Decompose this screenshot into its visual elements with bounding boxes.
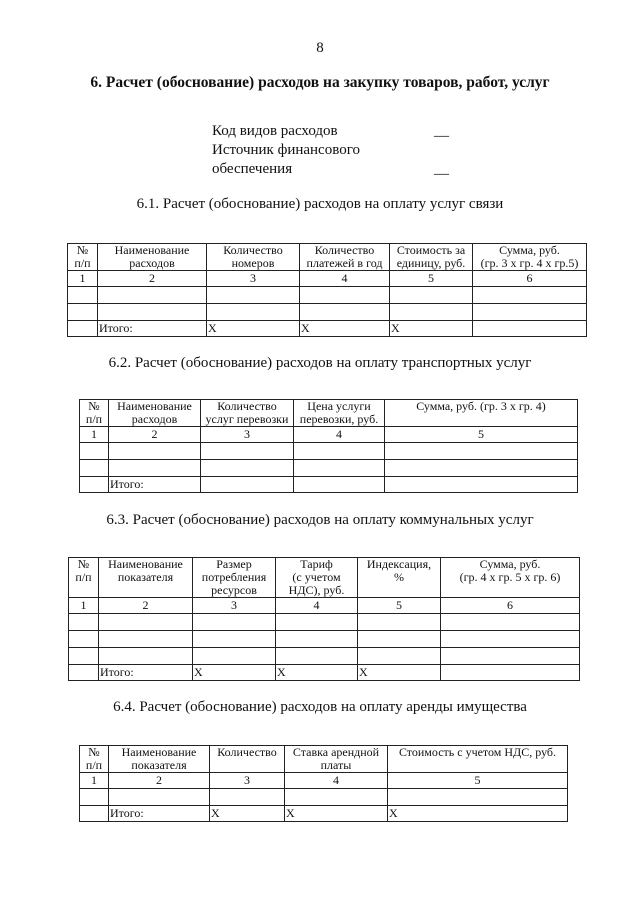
section-title: 6. Расчет (обоснование) расходов на закупку товаров, работ, услуг — [90, 74, 550, 91]
table-title-6-1: 6.1. Расчет (обоснование) расходов на оплату услуг связи — [136, 196, 504, 212]
number-cell: 1 — [68, 271, 98, 287]
table-header-row — [68, 244, 587, 271]
number-cell: 5 — [388, 773, 568, 789]
table-row — [68, 304, 587, 321]
number-cell: 2 — [109, 427, 201, 443]
table-6-4 — [79, 745, 568, 822]
header-cell: Стоимость за единицу, руб. — [390, 244, 473, 271]
column-number-row — [69, 598, 580, 614]
table-row — [69, 631, 580, 648]
header-cell: Тариф (с учетом НДС), руб. — [276, 558, 358, 598]
table-6-1 — [67, 243, 587, 337]
header-cell: № п/п — [69, 558, 99, 598]
number-cell: 4 — [276, 598, 358, 614]
number-cell: 5 — [390, 271, 473, 287]
header-cell: Размер потребления ресурсов — [193, 558, 276, 598]
header-cell: Количество номеров — [207, 244, 300, 271]
table-title-6-2: 6.2. Расчет (обоснование) расходов на оплату транспортных услуг — [108, 355, 532, 371]
header-cell: Количество — [210, 746, 285, 773]
header-cell: Количество услуг перевозки — [201, 400, 294, 427]
number-cell: 3 — [201, 427, 294, 443]
table-row — [69, 614, 580, 631]
table-row — [80, 460, 578, 477]
number-cell: 4 — [285, 773, 388, 789]
header-cell: № п/п — [80, 400, 109, 427]
header-cell: Количество платежей в год — [300, 244, 390, 271]
column-number-row — [68, 271, 587, 287]
total-row — [80, 477, 578, 493]
funding-source-row-2 — [212, 160, 452, 179]
number-cell: 6 — [441, 598, 580, 614]
header-cell: Ставка арендной платы — [285, 746, 388, 773]
number-cell: 4 — [300, 271, 390, 287]
table-header-row — [80, 746, 568, 773]
funding-source-label: Источник финансового — [212, 142, 360, 158]
number-cell: 4 — [294, 427, 385, 443]
table-title-6-4: 6.4. Расчет (обоснование) расходов на оплату аренды имущества — [113, 699, 527, 715]
total-label: Итого: — [109, 477, 201, 493]
total-label: Итого: — [109, 806, 210, 822]
header-cell: Наименование расходов — [98, 244, 207, 271]
number-cell: 2 — [109, 773, 210, 789]
header-cell: Наименование расходов — [109, 400, 201, 427]
funding-source-row — [212, 141, 452, 160]
header-cell: № п/п — [80, 746, 109, 773]
funding-source-value: __ — [434, 161, 449, 177]
header-cell: Наименование показателя — [99, 558, 193, 598]
number-cell: 3 — [207, 271, 300, 287]
number-cell: 2 — [99, 598, 193, 614]
table-row — [69, 648, 580, 665]
table-header-row — [80, 400, 578, 427]
number-cell: 1 — [80, 773, 109, 789]
number-cell: 3 — [193, 598, 276, 614]
number-cell: 1 — [80, 427, 109, 443]
total-row: Итого: X X X — [69, 665, 580, 681]
funding-source-label-2: обеспечения — [212, 161, 293, 177]
number-cell: 1 — [69, 598, 99, 614]
header-cell: Сумма, руб. (гр. 3 х гр. 4 х гр.5) — [473, 244, 587, 271]
table-row — [80, 789, 568, 806]
number-cell: 3 — [210, 773, 285, 789]
table-header-row — [69, 558, 580, 598]
expense-meta — [212, 122, 452, 179]
number-cell: 5 — [358, 598, 441, 614]
header-cell: Наименование показателя — [109, 746, 210, 773]
total-label: Итого: — [99, 665, 193, 681]
table-row — [80, 443, 578, 460]
header-cell: Стоимость с учетом НДС, руб. — [388, 746, 568, 773]
number-cell: 5 — [385, 427, 578, 443]
number-cell: 6 — [473, 271, 587, 287]
total-row: Итого: X X X — [68, 321, 587, 337]
table-row — [68, 287, 587, 304]
number-cell: 2 — [98, 271, 207, 287]
expense-code-value: __ — [434, 123, 449, 139]
expense-code-label: Код видов расходов — [212, 123, 338, 139]
table-title-6-3: 6.3. Расчет (обоснование) расходов на оплату коммунальных услуг — [106, 512, 534, 528]
header-cell: Сумма, руб. (гр. 4 х гр. 5 х гр. 6) — [441, 558, 580, 598]
total-label: Итого: — [98, 321, 207, 337]
table-6-2 — [79, 399, 578, 493]
header-cell: № п/п — [68, 244, 98, 271]
column-number-row — [80, 427, 578, 443]
header-cell: Индексация, % — [358, 558, 441, 598]
header-cell: Сумма, руб. (гр. 3 х гр. 4) — [385, 400, 578, 427]
header-cell: Цена услуги перевозки, руб. — [294, 400, 385, 427]
expense-code-row — [212, 122, 452, 141]
column-number-row — [80, 773, 568, 789]
table-6-3 — [68, 557, 580, 681]
total-row: Итого: X X X — [80, 806, 568, 822]
page-number: 8 — [316, 40, 324, 56]
